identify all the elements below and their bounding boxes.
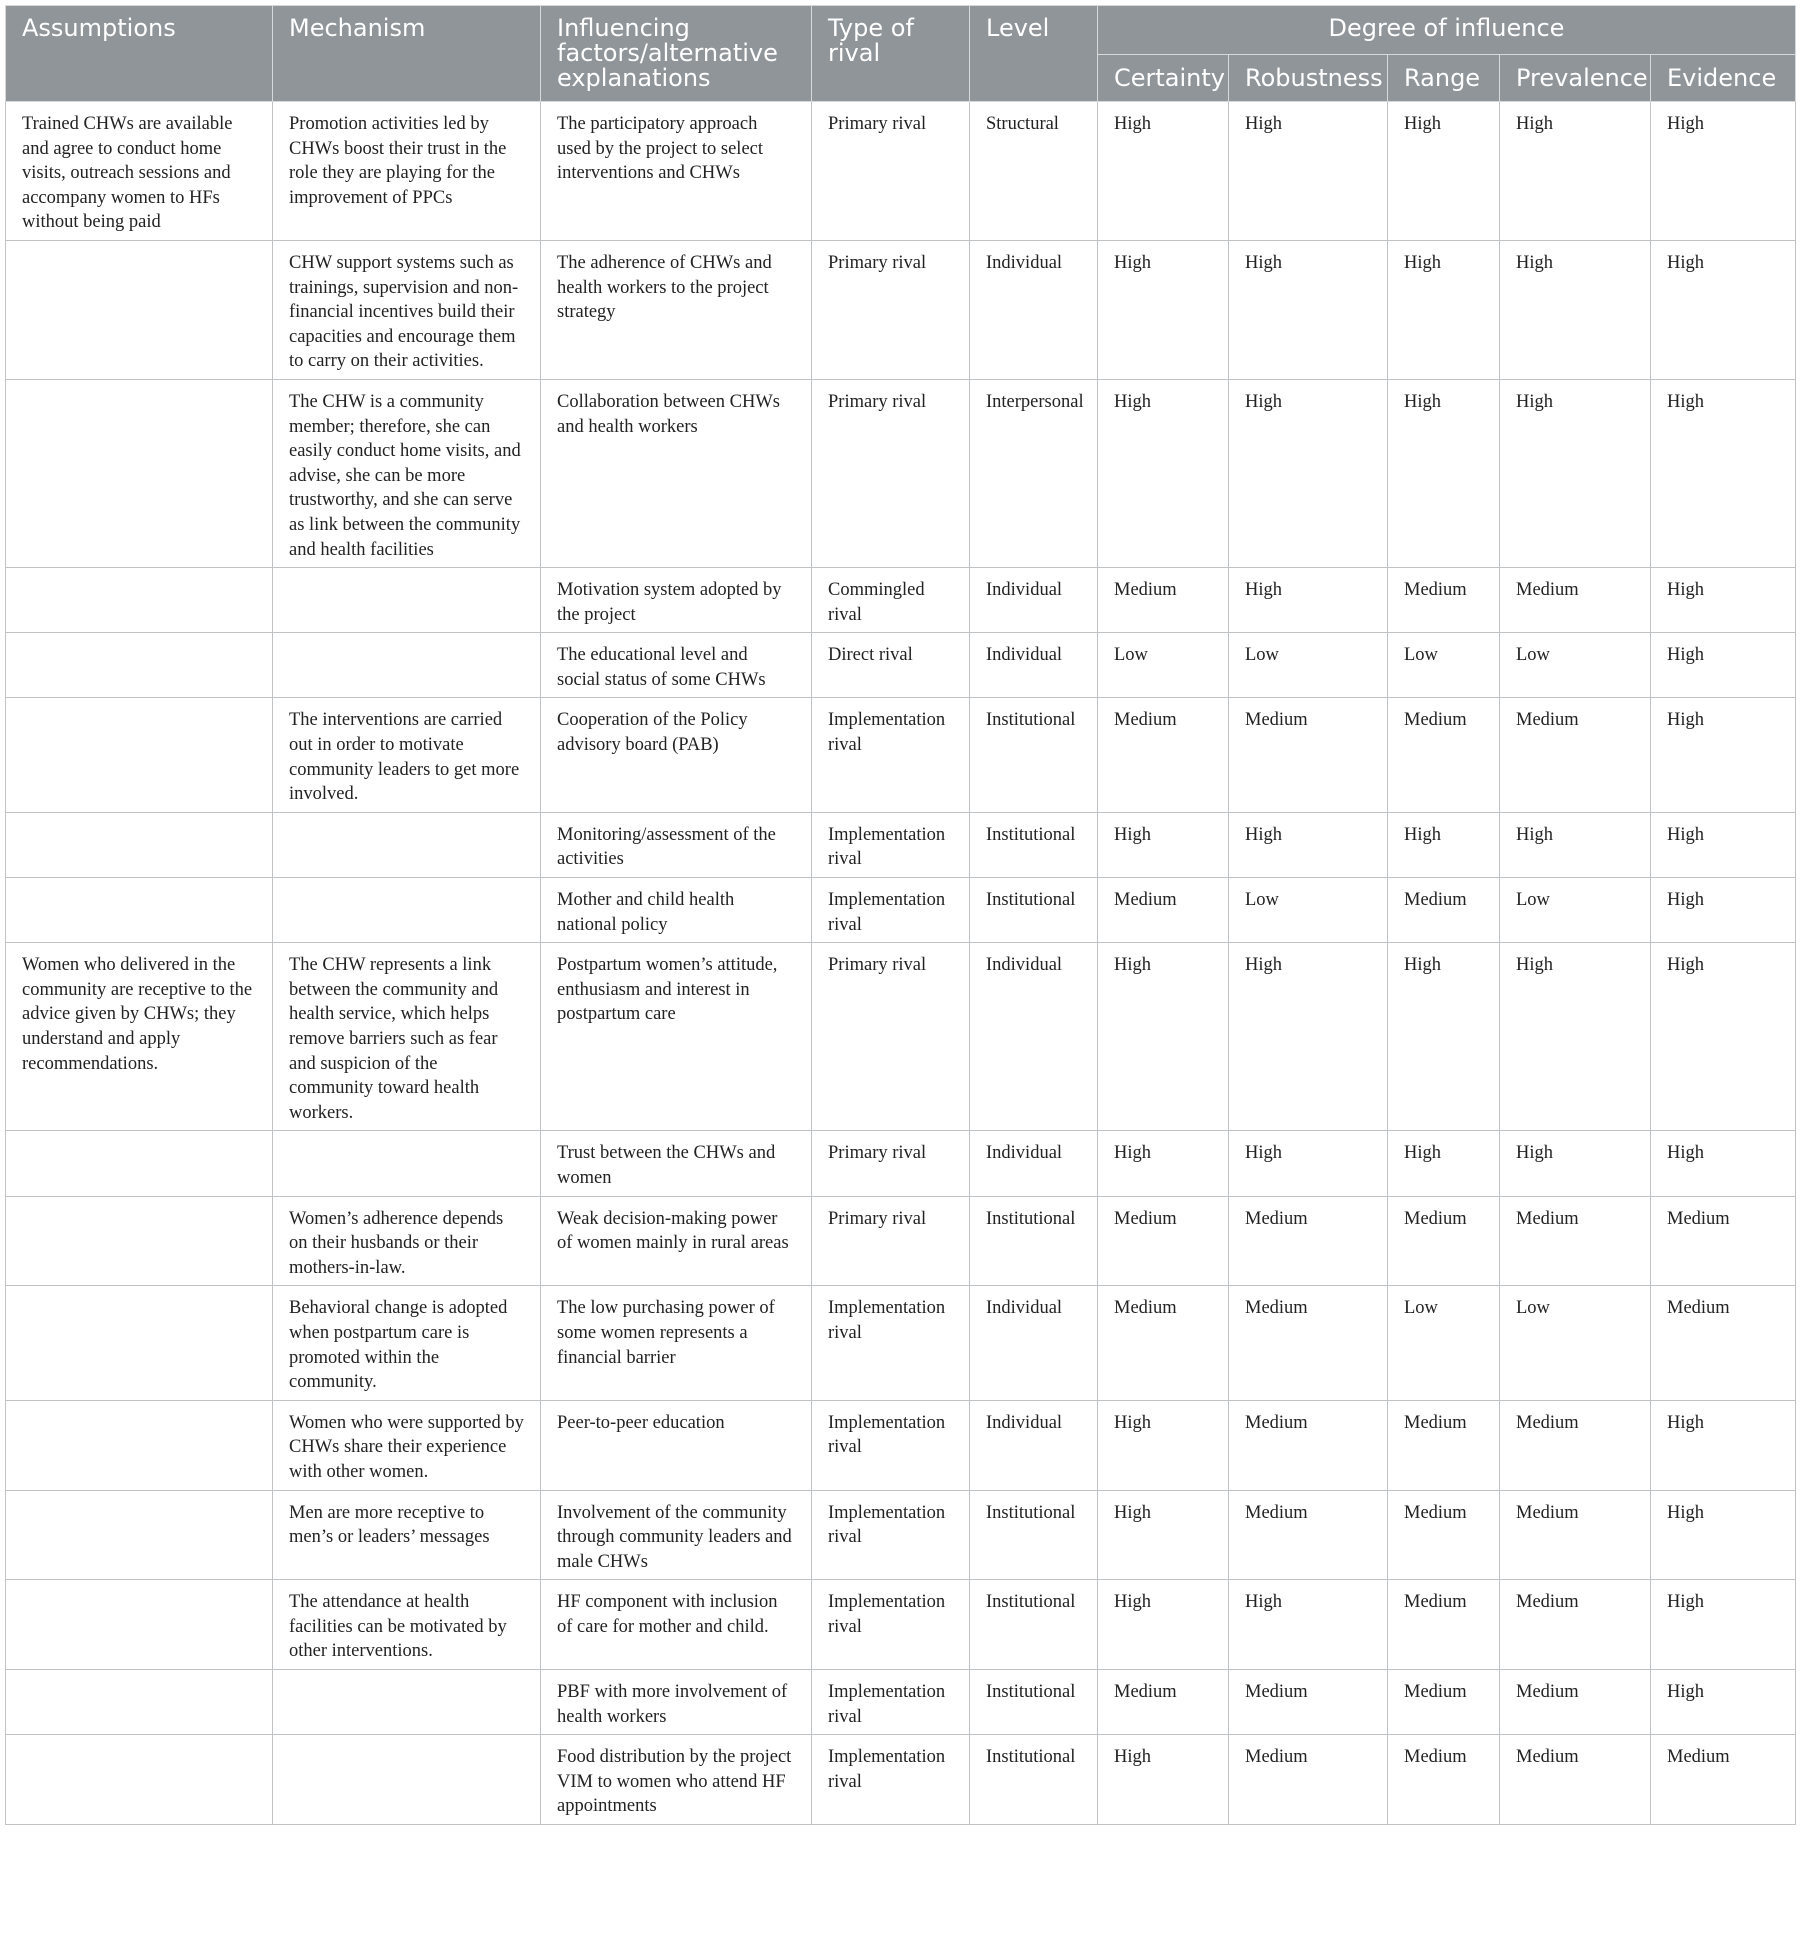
table-row <box>6 1580 1796 1670</box>
factor-cell: Collaboration between CHWs and health workers <box>541 379 812 567</box>
header-prevalence: Prevalence <box>1500 54 1651 101</box>
header-level: Level <box>970 6 1098 102</box>
certainty-cell: High <box>1098 812 1229 877</box>
range-cell: High <box>1388 1131 1500 1196</box>
robustness-cell: Medium <box>1229 1286 1388 1400</box>
table-header <box>6 6 1796 102</box>
rival-type-cell: Implementation rival <box>812 1286 970 1400</box>
table-body <box>6 102 1796 1825</box>
rival-type-cell: Primary rival <box>812 1131 970 1196</box>
robustness-cell: Medium <box>1229 1490 1388 1580</box>
factor-cell: Peer-to-peer education <box>541 1400 812 1490</box>
prevalence-cell: High <box>1500 1131 1651 1196</box>
evidence-cell: High <box>1651 943 1796 1131</box>
factor-cell: HF component with inclusion of care for mother and child. <box>541 1580 812 1670</box>
robustness-cell: High <box>1229 1580 1388 1670</box>
range-cell: Low <box>1388 1286 1500 1400</box>
table-row <box>6 633 1796 698</box>
robustness-cell: Medium <box>1229 1400 1388 1490</box>
prevalence-cell: Medium <box>1500 1735 1651 1825</box>
rival-type-cell: Primary rival <box>812 943 970 1131</box>
factor-cell: The educational level and social status of some CHWs <box>541 633 812 698</box>
certainty-cell: Medium <box>1098 698 1229 812</box>
factor-cell: Food distribution by the project VIM to women who attend HF appointments <box>541 1735 812 1825</box>
prevalence-cell: Medium <box>1500 568 1651 633</box>
evidence-cell: Medium <box>1651 1735 1796 1825</box>
assumption-cell <box>6 1400 273 1490</box>
prevalence-cell: High <box>1500 812 1651 877</box>
certainty-cell: High <box>1098 240 1229 379</box>
mechanism-cell: Promotion activities led by CHWs boost their trust in the role they are playing for the improvement of PPCs <box>273 102 541 241</box>
rival-type-cell: Implementation rival <box>812 1490 970 1580</box>
assumption-cell: Women who delivered in the community are receptive to the advice given by CHWs; they understand and apply recommendations. <box>6 943 273 1131</box>
level-cell: Institutional <box>970 1670 1098 1735</box>
factor-cell: The adherence of CHWs and health workers to the project strategy <box>541 240 812 379</box>
evidence-cell: High <box>1651 1131 1796 1196</box>
evidence-cell: Medium <box>1651 1286 1796 1400</box>
range-cell: Medium <box>1388 698 1500 812</box>
certainty-cell: High <box>1098 1400 1229 1490</box>
certainty-cell: High <box>1098 1490 1229 1580</box>
factor-cell: Involvement of the community through community leaders and male CHWs <box>541 1490 812 1580</box>
header-row <box>6 6 1796 55</box>
factor-cell: Postpartum women’s attitude, enthusiasm and interest in postpartum care <box>541 943 812 1131</box>
factor-cell: Mother and child health national policy <box>541 878 812 943</box>
assumption-cell <box>6 1131 273 1196</box>
table-row <box>6 1490 1796 1580</box>
level-cell: Individual <box>970 1286 1098 1400</box>
level-cell: Institutional <box>970 812 1098 877</box>
certainty-cell: High <box>1098 1580 1229 1670</box>
factor-cell: Cooperation of the Policy advisory board (PAB) <box>541 698 812 812</box>
level-cell: Institutional <box>970 878 1098 943</box>
rival-type-cell: Commingled rival <box>812 568 970 633</box>
range-cell: High <box>1388 379 1500 567</box>
assumption-cell <box>6 1286 273 1400</box>
range-cell: Low <box>1388 633 1500 698</box>
prevalence-cell: Low <box>1500 633 1651 698</box>
mechanism-cell <box>273 568 541 633</box>
assumption-cell <box>6 1670 273 1735</box>
certainty-cell: Medium <box>1098 1670 1229 1735</box>
range-cell: Medium <box>1388 1400 1500 1490</box>
prevalence-cell: Medium <box>1500 698 1651 812</box>
prevalence-cell: Medium <box>1500 1580 1651 1670</box>
robustness-cell: Low <box>1229 878 1388 943</box>
range-cell: High <box>1388 240 1500 379</box>
table-row <box>6 1400 1796 1490</box>
level-cell: Individual <box>970 568 1098 633</box>
header-mechanism: Mechanism <box>273 6 541 102</box>
rival-type-cell: Implementation rival <box>812 878 970 943</box>
mechanism-cell: The attendance at health facilities can be motivated by other interventions. <box>273 1580 541 1670</box>
rival-type-cell: Implementation rival <box>812 1735 970 1825</box>
prevalence-cell: High <box>1500 102 1651 241</box>
prevalence-cell: High <box>1500 240 1651 379</box>
rival-type-cell: Implementation rival <box>812 1670 970 1735</box>
evidence-cell: High <box>1651 568 1796 633</box>
header-robustness: Robustness <box>1229 54 1388 101</box>
level-cell: Interpersonal <box>970 379 1098 567</box>
table-row <box>6 379 1796 567</box>
range-cell: High <box>1388 102 1500 241</box>
range-cell: Medium <box>1388 1196 1500 1286</box>
assumption-cell <box>6 1490 273 1580</box>
factor-cell: The low purchasing power of some women represents a financial barrier <box>541 1286 812 1400</box>
evidence-cell: High <box>1651 633 1796 698</box>
table-row <box>6 1735 1796 1825</box>
mechanism-cell <box>273 1131 541 1196</box>
evidence-cell: High <box>1651 1580 1796 1670</box>
evidence-cell: High <box>1651 878 1796 943</box>
table-row <box>6 812 1796 877</box>
table-row <box>6 698 1796 812</box>
assumption-cell <box>6 568 273 633</box>
prevalence-cell: Low <box>1500 878 1651 943</box>
level-cell: Structural <box>970 102 1098 241</box>
certainty-cell: Medium <box>1098 1286 1229 1400</box>
table-row <box>6 240 1796 379</box>
mechanism-cell: CHW support systems such as trainings, supervision and non-financial incentives build their capacities and encourage them to carry on their activities. <box>273 240 541 379</box>
certainty-cell: Medium <box>1098 878 1229 943</box>
factor-cell: PBF with more involvement of health workers <box>541 1670 812 1735</box>
certainty-cell: High <box>1098 379 1229 567</box>
table-row <box>6 1286 1796 1400</box>
mechanism-cell <box>273 878 541 943</box>
evidence-cell: High <box>1651 1490 1796 1580</box>
assumption-cell <box>6 1580 273 1670</box>
mechanism-cell: Men are more receptive to men’s or leaders’ messages <box>273 1490 541 1580</box>
evidence-cell: High <box>1651 812 1796 877</box>
range-cell: Medium <box>1388 1490 1500 1580</box>
evidence-cell: High <box>1651 102 1796 241</box>
factor-cell: The participatory approach used by the project to select interventions and CHWs <box>541 102 812 241</box>
certainty-cell: High <box>1098 943 1229 1131</box>
mechanism-cell <box>273 1735 541 1825</box>
level-cell: Institutional <box>970 698 1098 812</box>
rival-type-cell: Implementation rival <box>812 698 970 812</box>
table-row <box>6 568 1796 633</box>
range-cell: Medium <box>1388 1580 1500 1670</box>
evidence-cell: Medium <box>1651 1196 1796 1286</box>
assumption-cell <box>6 698 273 812</box>
range-cell: High <box>1388 812 1500 877</box>
prevalence-cell: Low <box>1500 1286 1651 1400</box>
level-cell: Individual <box>970 633 1098 698</box>
rival-type-cell: Implementation rival <box>812 812 970 877</box>
rival-type-cell: Primary rival <box>812 379 970 567</box>
mechanism-cell: Women’s adherence depends on their husbands or their mothers-in-law. <box>273 1196 541 1286</box>
certainty-cell: Low <box>1098 633 1229 698</box>
table-row <box>6 943 1796 1131</box>
level-cell: Institutional <box>970 1196 1098 1286</box>
mechanism-cell <box>273 1670 541 1735</box>
level-cell: Individual <box>970 1131 1098 1196</box>
assumption-cell <box>6 1735 273 1825</box>
evidence-cell: High <box>1651 698 1796 812</box>
robustness-cell: High <box>1229 1131 1388 1196</box>
prevalence-cell: High <box>1500 943 1651 1131</box>
header-type-of-rival: Type of rival <box>812 6 970 102</box>
robustness-cell: High <box>1229 568 1388 633</box>
prevalence-cell: Medium <box>1500 1490 1651 1580</box>
range-cell: Medium <box>1388 878 1500 943</box>
level-cell: Individual <box>970 240 1098 379</box>
header-evidence: Evidence <box>1651 54 1796 101</box>
mechanism-cell: The CHW represents a link between the community and health service, which helps remove barriers such as fear and suspicion of the community toward health workers. <box>273 943 541 1131</box>
mechanism-cell: The interventions are carried out in order to motivate community leaders to get more involved. <box>273 698 541 812</box>
mechanism-cell: Behavioral change is adopted when postpartum care is promoted within the community. <box>273 1286 541 1400</box>
table-row <box>6 1670 1796 1735</box>
evidence-cell: High <box>1651 1400 1796 1490</box>
range-cell: Medium <box>1388 1735 1500 1825</box>
certainty-cell: High <box>1098 102 1229 241</box>
assumption-cell <box>6 878 273 943</box>
mechanism-cell: Women who were supported by CHWs share their experience with other women. <box>273 1400 541 1490</box>
factor-cell: Motivation system adopted by the project <box>541 568 812 633</box>
assumption-cell <box>6 240 273 379</box>
robustness-cell: High <box>1229 102 1388 241</box>
prevalence-cell: High <box>1500 379 1651 567</box>
assumption-cell: Trained CHWs are available and agree to conduct home visits, outreach sessions and accompany women to HFs without being paid <box>6 102 273 241</box>
table-row <box>6 1131 1796 1196</box>
robustness-cell: Medium <box>1229 1196 1388 1286</box>
table-row <box>6 878 1796 943</box>
header-range: Range <box>1388 54 1500 101</box>
robustness-cell: Medium <box>1229 1735 1388 1825</box>
rival-type-cell: Direct rival <box>812 633 970 698</box>
assumption-cell <box>6 379 273 567</box>
level-cell: Institutional <box>970 1490 1098 1580</box>
rival-type-cell: Primary rival <box>812 1196 970 1286</box>
mechanism-cell <box>273 812 541 877</box>
level-cell: Institutional <box>970 1735 1098 1825</box>
rival-type-cell: Implementation rival <box>812 1580 970 1670</box>
assumption-cell <box>6 1196 273 1286</box>
factor-cell: Weak decision-making power of women mainly in rural areas <box>541 1196 812 1286</box>
assumption-cell <box>6 812 273 877</box>
influence-table-container <box>5 5 1795 1825</box>
level-cell: Individual <box>970 943 1098 1131</box>
evidence-cell: High <box>1651 379 1796 567</box>
robustness-cell: Low <box>1229 633 1388 698</box>
assumption-cell <box>6 633 273 698</box>
header-assumptions: Assumptions <box>6 6 273 102</box>
certainty-cell: Medium <box>1098 1196 1229 1286</box>
mechanism-cell <box>273 633 541 698</box>
level-cell: Institutional <box>970 1580 1098 1670</box>
range-cell: Medium <box>1388 1670 1500 1735</box>
mechanism-cell: The CHW is a community member; therefore, she can easily conduct home visits, and advise, she can be more trustworthy, and she can serve as link between the community and health facilities <box>273 379 541 567</box>
rival-type-cell: Primary rival <box>812 240 970 379</box>
header-degree-of-influence: Degree of influence <box>1098 6 1796 55</box>
robustness-cell: High <box>1229 943 1388 1131</box>
influence-table <box>5 5 1796 1825</box>
certainty-cell: High <box>1098 1131 1229 1196</box>
range-cell: High <box>1388 943 1500 1131</box>
factor-cell: Monitoring/assessment of the activities <box>541 812 812 877</box>
prevalence-cell: Medium <box>1500 1196 1651 1286</box>
evidence-cell: High <box>1651 1670 1796 1735</box>
header-influencing-factors: Influencing factors/alternative explanations <box>541 6 812 102</box>
certainty-cell: High <box>1098 1735 1229 1825</box>
level-cell: Individual <box>970 1400 1098 1490</box>
robustness-cell: Medium <box>1229 698 1388 812</box>
range-cell: Medium <box>1388 568 1500 633</box>
prevalence-cell: Medium <box>1500 1670 1651 1735</box>
factor-cell: Trust between the CHWs and women <box>541 1131 812 1196</box>
prevalence-cell: Medium <box>1500 1400 1651 1490</box>
robustness-cell: High <box>1229 240 1388 379</box>
table-row <box>6 102 1796 241</box>
robustness-cell: High <box>1229 812 1388 877</box>
evidence-cell: High <box>1651 240 1796 379</box>
certainty-cell: Medium <box>1098 568 1229 633</box>
table-row <box>6 1196 1796 1286</box>
rival-type-cell: Implementation rival <box>812 1400 970 1490</box>
rival-type-cell: Primary rival <box>812 102 970 241</box>
robustness-cell: Medium <box>1229 1670 1388 1735</box>
header-certainty: Certainty <box>1098 54 1229 101</box>
robustness-cell: High <box>1229 379 1388 567</box>
